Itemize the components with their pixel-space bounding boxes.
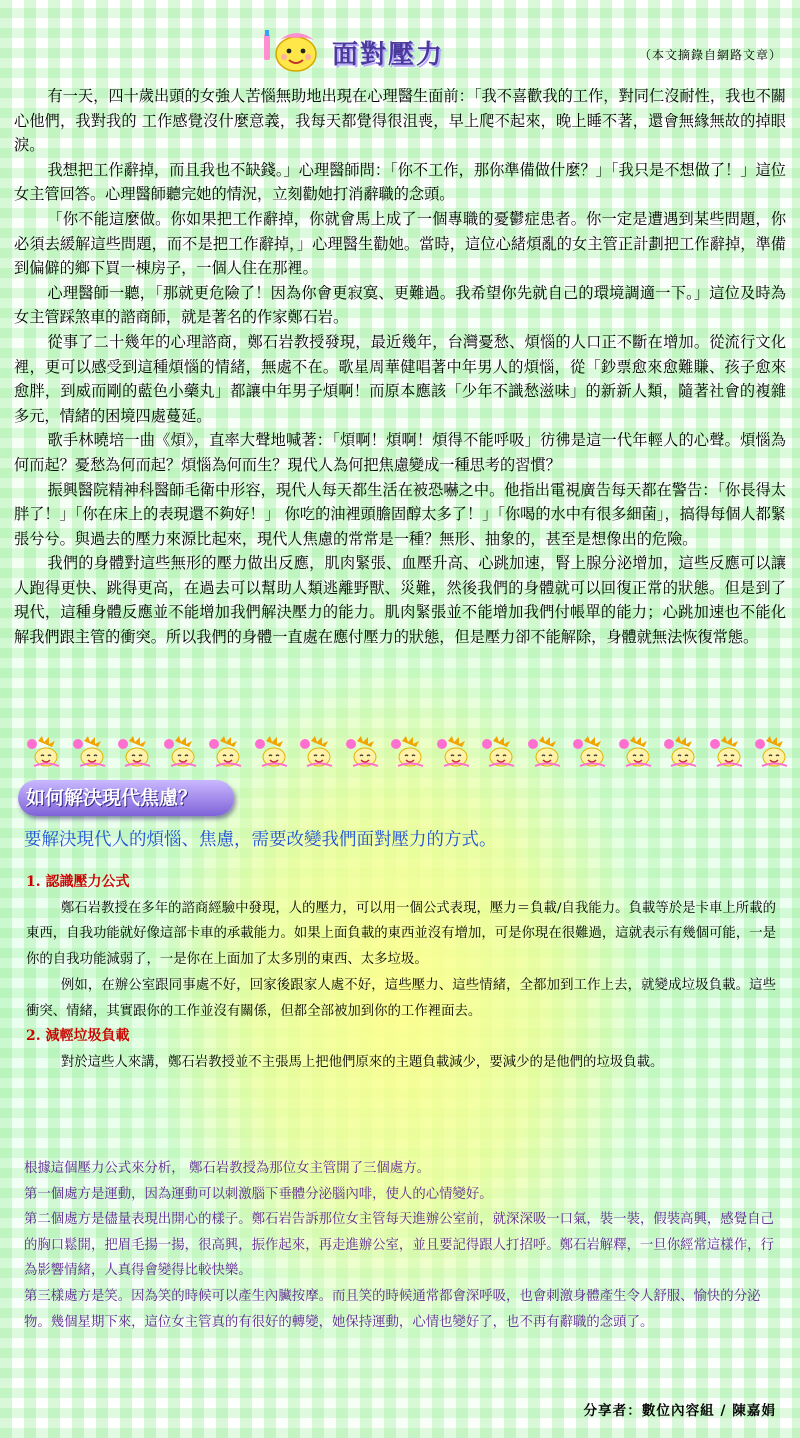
sun-face-icon [750,735,792,769]
section-subhead: 如何解決現代焦慮？ [26,787,198,809]
sun-face-icon [432,735,474,769]
prescriptions-intro: 根據這個壓力公式來分析， 鄭石岩教授為那位女主管開了三個處方。 [24,1161,430,1176]
heading-reduce-garbage-load: 2. 減輕垃圾負載 [26,1028,130,1045]
sun-face-icon [295,735,337,769]
sun-face-icon [523,735,565,769]
lead-sentence: 要解決現代人的煩惱、焦慮，需要改變我們面對壓力的方式。 [24,830,497,850]
article-paragraph: 我們的身體對這些無形的壓力做出反應，肌肉緊張、血壓升高、心跳加速，腎上腺分泌增加，這些反應可以讓人跑得更快、跳得更高，在過去可以幫助人類逃離野獸、災難，然後我們的身體就可以回復正常的狀態。但是到了現代，這種身體反應並不能增加我們解決壓力的能力。肌肉緊張並不能增加我們付帳單的能力；心跳加速也不能化解我們跟主管的衝突。所以我們的身體一直處在應付壓力的狀態，但是壓力卻不能解除，身體就無法恢復常態。 [14,554,786,647]
example-paragraph: 例如，在辦公室跟同事處不好，回家後跟家人處不好，這些壓力、這些情緒，全都加到工作上去，就變成垃圾負載。這些衝突、情緒，其實跟你的工作並沒有關係，但都全部被加到你的工作裡面去。 [26,977,776,1019]
prescription-two: 第二個處方是儘量表現出開心的樣子。鄭石岩告訴那位女主管每天進辦公室前，就深深吸一口氣，裝一裝，假裝高興，感覺自己的胸口鬆開，把眉毛揚一揚，很高興，振作起來，再走進辦公室，並且要記得跟人打招呼。鄭石岩解釋，一旦你經常這樣作，行為影響情緒，人真得會變得比較快樂。 [24,1212,774,1279]
sun-face-icon [113,735,155,769]
article-body [14,84,786,650]
heading-recognize-formula: 1. 認識壓力公式 [26,874,130,890]
sun-face-icon [68,735,110,769]
article-paragraph: 心理醫師一聽，「那就更危險了！因為你會更寂寞、更難過。我希望你先就自己的環境調適一下。」這位及時為女主管踩煞車的諮商師，就是著名的作家鄭石岩。 [14,283,786,327]
reduce-load-paragraph: 對於這些人來講，鄭石岩教授並不主張馬上把他們原來的主題負載減少，要減少的是他們的垃圾負載。 [60,1054,664,1070]
sun-face-icon [341,735,383,769]
sun-face-icon [659,735,701,769]
sun-face-icon [159,735,201,769]
article-paragraph: 我想把工作辭掉，而且我也不缺錢。」心理醫師問：「你不工作，那你準備做什麼？」「我只是不想做了！」這位女主管回答。心理醫師聽完她的情況，立刻勸她打消辭職的念頭。 [14,160,786,204]
stress-formula-section [26,870,776,1076]
sun-face-icon [568,735,610,769]
smiling-mascot-icon [262,24,324,76]
sun-face-icon [22,735,64,769]
article-paragraph: 「你不能這麼做。你如果把工作辭掉，你就會馬上成了一個專職的憂鬱症患者。你一定是遭遇到某些問題，你必須去緩解這些問題，而不是把工作辭掉，」心理醫生勸她。當時，這位心緒煩亂的女主管正計劃把工作辭掉，準備到偏僻的鄉下買一棟房子，一個人住在那裡。 [14,209,786,278]
source-note: （本文摘錄自網路文章） [638,48,782,62]
sun-face-icon [705,735,747,769]
prescriptions-section [24,1156,776,1335]
sun-face-icon [386,735,428,769]
header [0,14,800,74]
decorative-divider [22,735,792,769]
article-paragraph: 歌手林曉培一曲《煩》，直率大聲地喊著：「煩啊！煩啊！煩得不能呼吸」彷彿是這一代年輕人的心聲。煩惱為何而起？憂愁為何而起？煩惱為何而生？現代人為何把焦慮變成一種思考的習慣？ [14,431,786,474]
sun-face-icon [614,735,656,769]
formula-paragraph: 鄭石岩教授在多年的諮商經驗中發現，人的壓力，可以用一個公式表現，壓力＝負載/自我能力。負載等於是卡車上所載的東西，自我功能就好像這部卡車的承載能力。如果上面負載的東西並沒有增加，可是你現在很難過，這就表示有幾個可能，一是你的自我功能減弱了，一是你在上面加了太多別的東西、太多垃圾。 [26,900,776,968]
prescription-three: 第三樣處方是笑。因為笑的時候可以產生內臟按摩。而且笑的時候通常都會深呼吸，也會刺激身體產生令人舒服、愉快的分泌物。幾個星期下來，這位女主管真的有很好的轉變，她保持運動，心情也變好了，也不再有辭職的念頭了。 [24,1288,761,1330]
article-paragraph: 振興醫院精神科醫師毛衛中形容，現代人每天都生活在被恐嚇之中。他指出電視廣告每天都在警告：「你長得太胖了！」「你在床上的表現還不夠好！」 你吃的油裡頭膽固醇太多了！」「你喝的水中有很多細菌」，搞得每個人都緊張兮兮。與過去的壓力來源比起來，現代人焦慮的常常是一種？無形、抽象的，甚至是想像出的危險。 [14,480,786,548]
prescription-one: 第一個處方是運動，因為運動可以刺激腦下垂體分泌腦內啡，使人的心情變好。 [24,1186,493,1202]
sun-face-icon [250,735,292,769]
sun-face-icon [477,735,519,769]
sun-face-icon [204,735,246,769]
article-paragraph: 有一天，四十歲出頭的女強人苦惱無助地出現在心理醫生面前：「我不喜歡我的工作，對同仁沒耐性，我也不關心他們，我對我的 工作感覺沒什麼意義，我每天都覺得很沮喪，早上爬不起來，晚上睡不著，還會無緣無故的掉眼淚。 [14,87,786,155]
article-paragraph: 從事了二十幾年的心理諮商，鄭石岩教授發現，最近幾年，台灣憂愁、煩惱的人口正不斷在增加。從流行文化裡，更可以感受到這種煩惱的情緒，無處不在。歌星周華健唱著中年男人的煩惱，從「鈔票愈來愈難賺、孩子愈來愈胖，到威而剛的藍色小藥丸」都讓中年男子煩啊！而原本應該「少年不識愁滋味」的新新人類，隨著社會的複雜多元，情緒的困境四處蔓延。 [14,332,786,425]
page-title: 面對壓力 [332,40,445,70]
sharer-credit: 分享者：數位內容組 / 陳嘉娟 [583,1403,776,1419]
